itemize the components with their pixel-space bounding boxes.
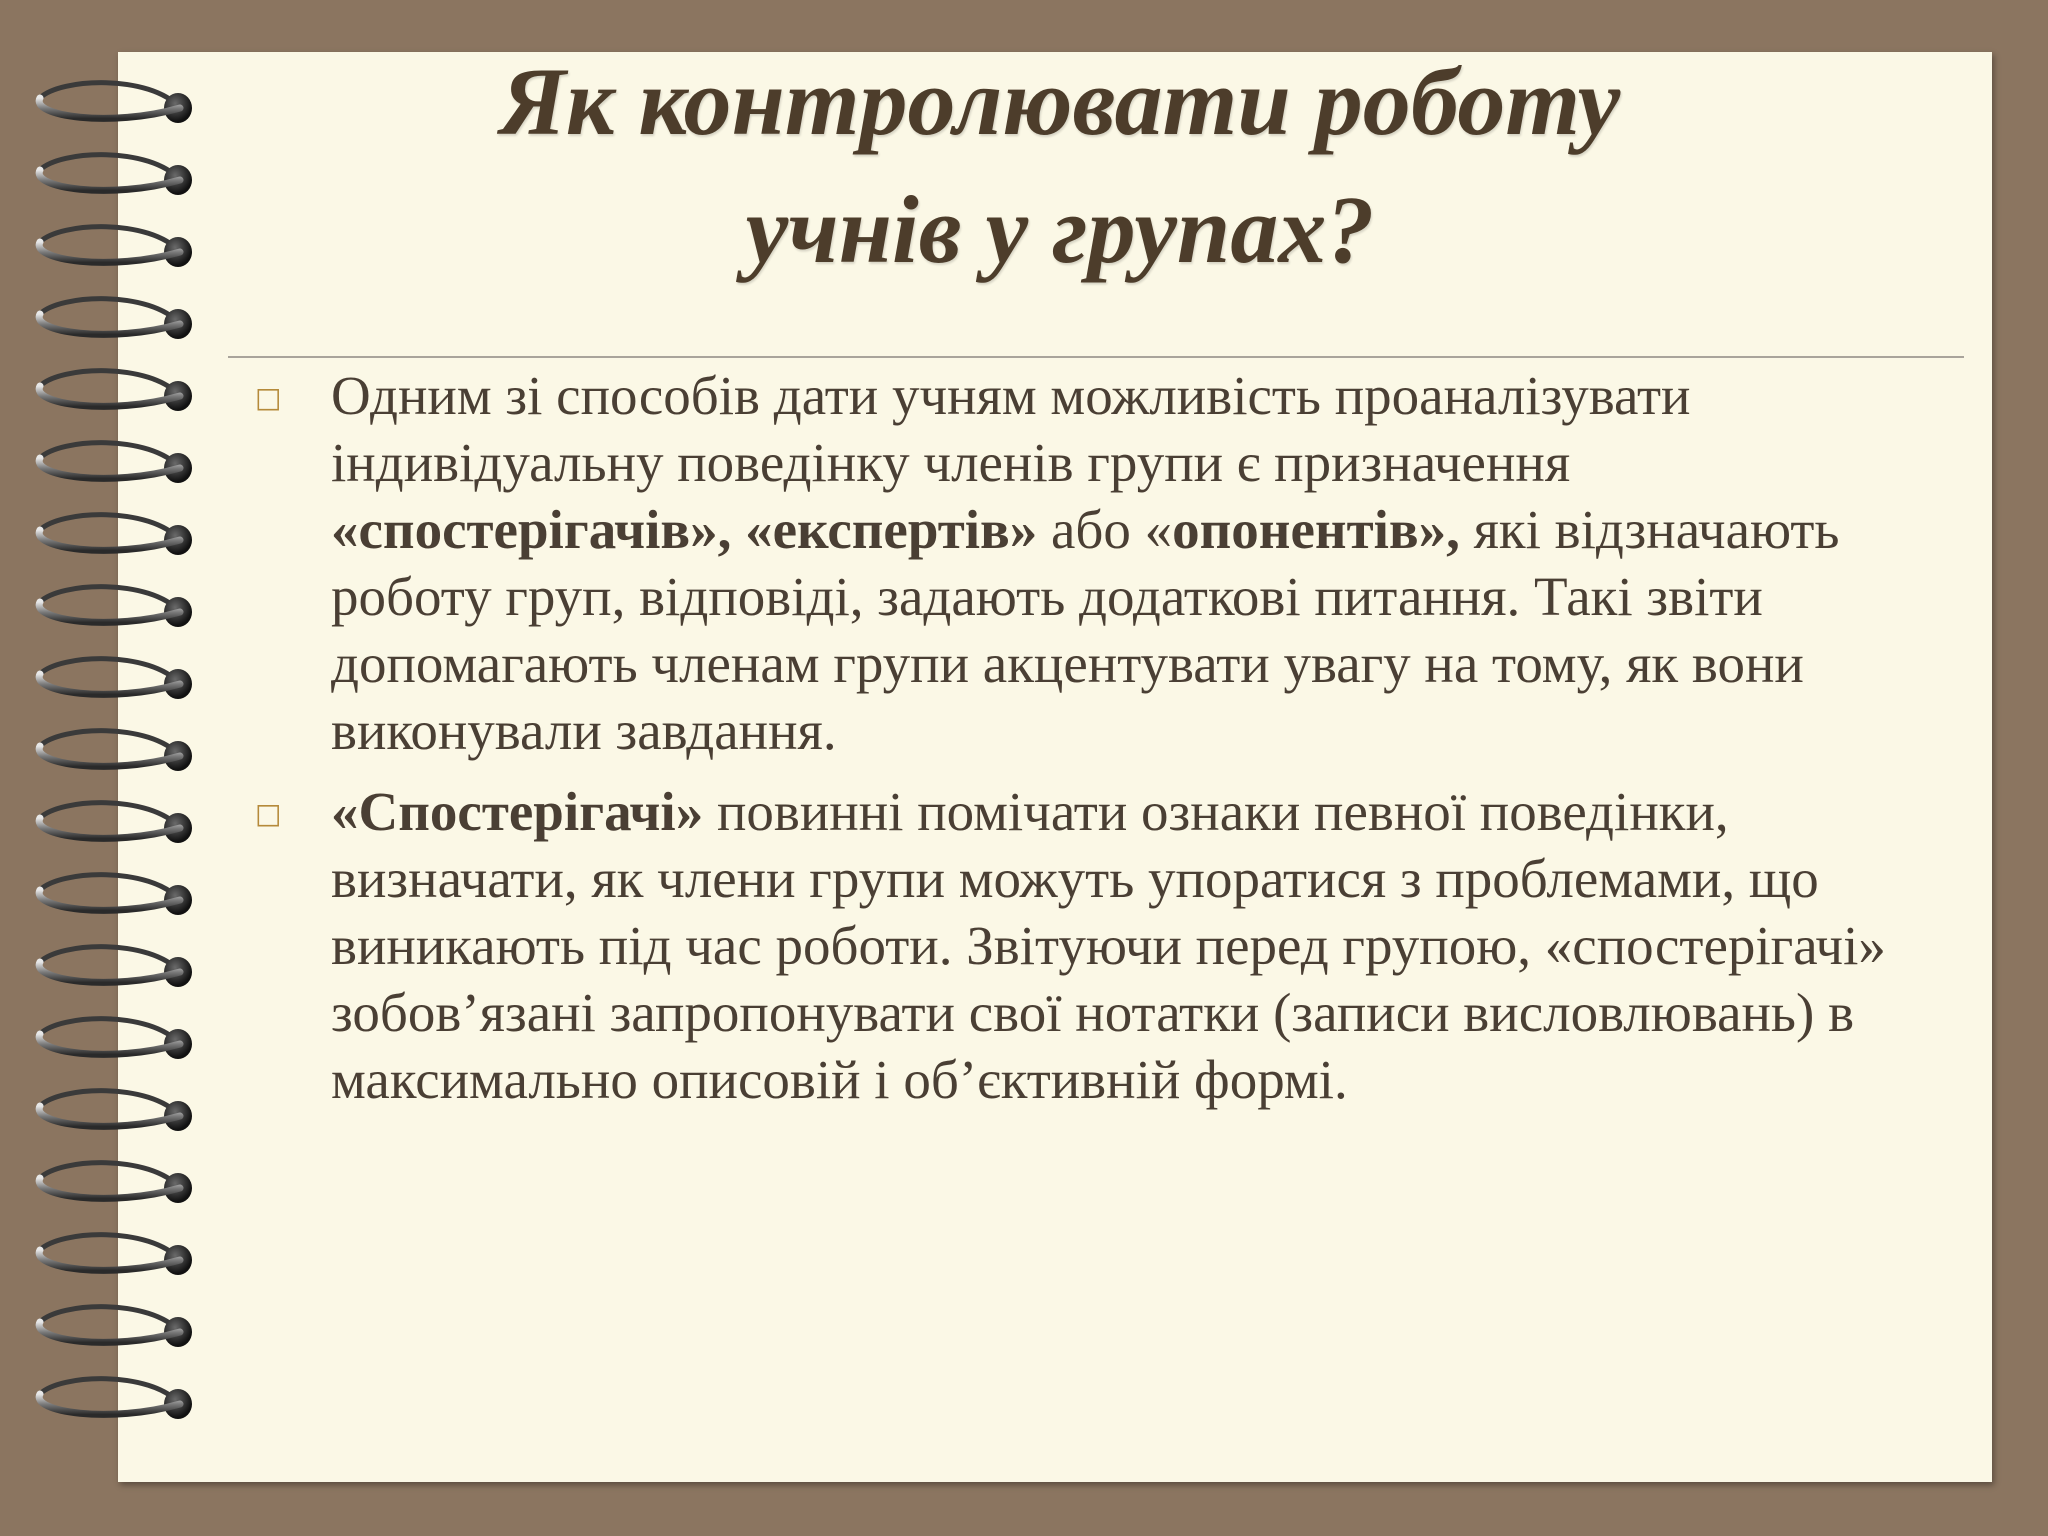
- spiral-ring-icon: [39, 155, 192, 195]
- spiral-ring-icon: [39, 587, 192, 627]
- bullet-text: [331, 781, 1886, 1110]
- bold-term: «спостерігачів», «експертів»: [331, 499, 1038, 560]
- bullet-text: [331, 365, 1839, 761]
- bullet-marker-icon: □: [255, 381, 282, 414]
- spiral-ring-icon: [39, 731, 192, 771]
- spiral-ring-icon: [39, 947, 192, 987]
- bullet-item: [255, 778, 1935, 1113]
- spiral-ring-icon: [39, 659, 192, 699]
- spiral-ring-icon: [39, 443, 192, 483]
- spiral-ring-icon: [39, 1235, 192, 1275]
- spiral-ring-icon: [39, 1091, 192, 1131]
- spiral-ring-icon: [39, 515, 192, 555]
- text-run: Одним зі способів дати учням можливість проаналізувати індивідуальну поведінку членів групи є призначення: [331, 365, 1691, 493]
- spiral-ring-icon: [39, 875, 192, 915]
- title-divider: [228, 356, 1964, 358]
- text-run: які відзначають роботу груп, відповіді, задають додаткові питання. Такі звіти допомагають членам групи акцентувати увагу на тому, як вони виконували завдання.: [331, 499, 1840, 761]
- title-line-1: Як контролювати роботу: [499, 48, 1621, 155]
- text-run: або «: [1037, 499, 1173, 560]
- spiral-ring-icon: [39, 1379, 192, 1419]
- bullet-marker-icon: □: [255, 797, 282, 830]
- slide-body: [255, 362, 1935, 1113]
- slide-title: [300, 38, 1820, 294]
- spiral-ring-icon: [39, 1163, 192, 1203]
- spiral-binding-icon: [0, 0, 240, 1536]
- title-line-2: учнів у групах?: [745, 176, 1375, 283]
- spiral-ring-icon: [39, 299, 192, 339]
- spiral-ring-icon: [39, 371, 192, 411]
- spiral-ring-icon: [39, 83, 192, 123]
- spiral-ring-icon: [39, 1019, 192, 1059]
- spiral-ring-icon: [39, 227, 192, 267]
- bold-term: «Спостерігачі»: [331, 781, 704, 842]
- text-run: повинні помічати ознаки певної поведінки, визначати, як члени групи можуть упоратися з проблемами, що виникають під час роботи. Звітуючи перед групою, «спостерігачі» зобов’язані запропонувати свої нотатки (записи висловлювань) в максимально описовій і об’єктивній формі.: [331, 781, 1886, 1110]
- spiral-ring-icon: [39, 803, 192, 843]
- spiral-ring-icon: [39, 1307, 192, 1347]
- bold-term: опонентів»,: [1172, 499, 1460, 560]
- bullet-item: [255, 362, 1935, 764]
